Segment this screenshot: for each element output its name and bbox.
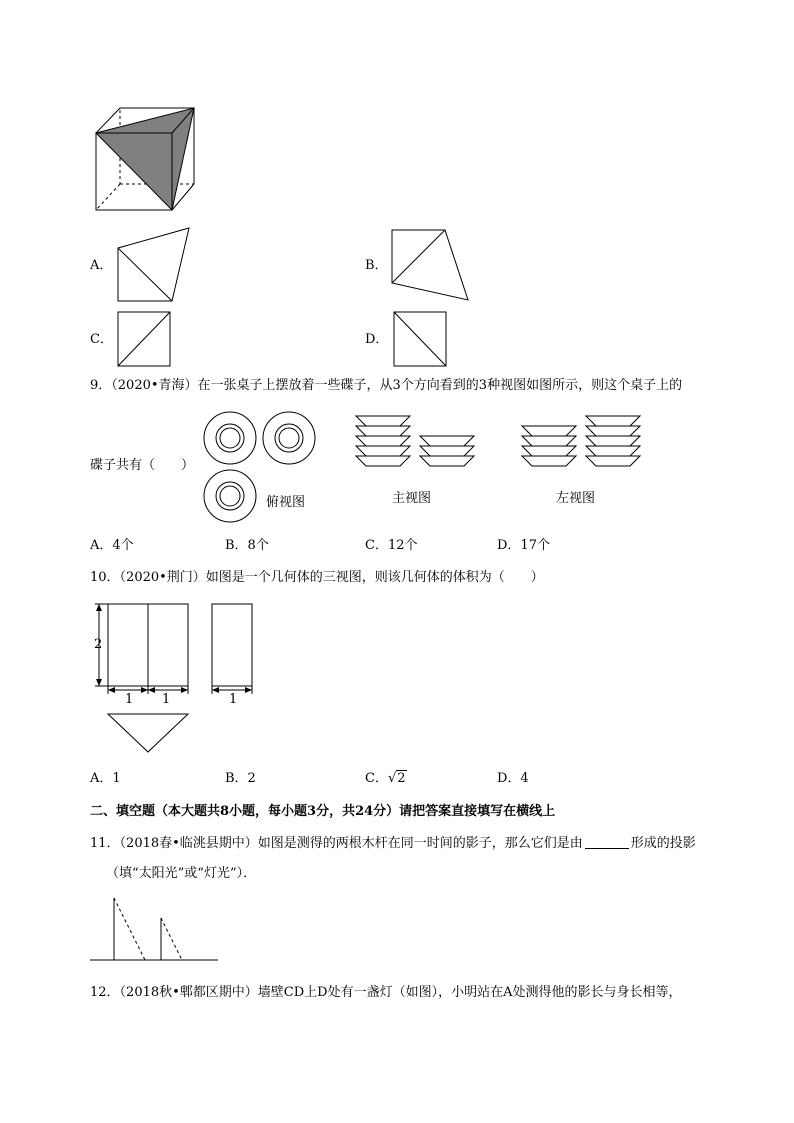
dim-width-2-label: 1 (162, 692, 171, 707)
q9-stem-cont: 碟子共有（ ） (90, 458, 195, 473)
q10-stem: 10．（2020•荆门）如图是一个几何体的三视图，则该几何体的体积为（ ） (90, 570, 544, 585)
left-view-label: 左视图 (556, 491, 596, 506)
option-c-label: C． (90, 332, 113, 347)
dim-side-label: 1 (229, 692, 238, 707)
sqrt-symbol: √2 (387, 771, 406, 786)
front-view-label: 主视图 (392, 491, 432, 506)
q11-stem-cont: （填“太阳光”或“灯光”）． (106, 866, 257, 881)
q10-option-d: D．4 (497, 771, 529, 786)
q10-option-a: A．1 (90, 771, 121, 786)
dim-width-1-label: 1 (125, 692, 134, 707)
q9-option-a: A．4个 (90, 538, 134, 553)
q9-option-b: B．8个 (225, 538, 269, 553)
option-a-label: A． (90, 258, 113, 273)
q11-stem-a: 11．（2018春•临洮县期中）如图是测得的两根木杆在同一时间的影子，那么它们是由 (90, 836, 583, 851)
q11-stem-b: 形成的投影 (630, 836, 696, 851)
q9-stem: 9．（2020•青海）在一张桌子上摆放着一些碟子，从3个方向看到的3种视图如图所示，则这个桌子上的 (90, 378, 683, 393)
q9-option-c: C．12个 (365, 538, 418, 553)
sqrt-radicand: 2 (397, 771, 406, 786)
top-view-label: 俯视图 (266, 495, 306, 510)
q10-option-b: B．2 (225, 771, 256, 786)
option-d-label: D． (365, 332, 389, 347)
section-heading: 二、填空题（本大题共8小题，每小题3分，共24分）请把答案直接填写在横线上 (90, 804, 556, 819)
q12-stem: 12．（2018秋•郫都区期中）墙壁CD上D处有一盏灯（如图），小明站在A处测得他的影长与身长相等， (90, 985, 682, 1000)
option-b-label: B． (365, 258, 388, 273)
dim-height-label: 2 (94, 637, 103, 652)
q9-option-d: D．17个 (497, 538, 550, 553)
q10-option-c-letter: C． (365, 771, 388, 786)
